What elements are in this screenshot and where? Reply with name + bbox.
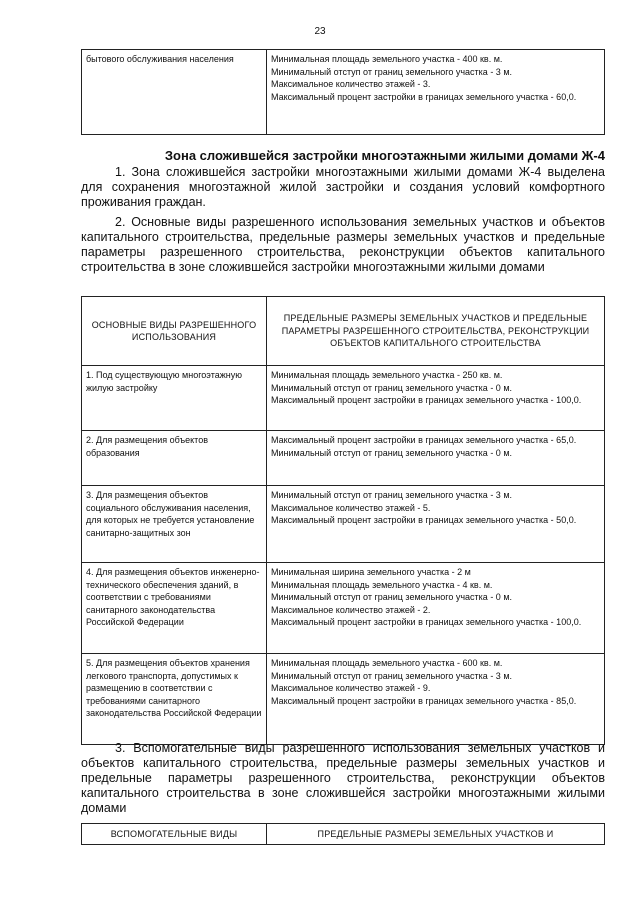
param-line: Минимальная площадь земельного участка - 600 кв. м.	[271, 658, 503, 668]
params-cell	[267, 431, 605, 486]
param-line: Максимальное количество этажей - 2.	[271, 604, 431, 615]
use-cell: 5. Для размещения объектов хранения легкового транспорта, допустимых к размещению в соответствии с требованиями санитарного законодательства Российской Федерации	[82, 654, 267, 745]
paragraph-3: 3. Вспомогательные виды разрешенного использования земельных участков и объектов капитального строительства, предельные размеры земельных участков и предельные параметры разрешенного строительства, реконструкции объектов капитального строительства в зоне сложившейся застройки многоэтажными жилыми домами	[81, 741, 605, 815]
header-uses: ОСНОВНЫЕ ВИДЫ РАЗРЕШЕННОГО ИСПОЛЬЗОВАНИЯ	[82, 297, 267, 366]
param-line: Максимальный процент застройки в границах земельного участка - 100,0.	[271, 617, 582, 627]
params-cell	[267, 563, 605, 654]
param-line: Максимальное количество этажей - 9.	[271, 683, 431, 693]
param-line: Максимальный процент застройки в границах земельного участка - 50,0.	[271, 515, 577, 525]
use-cell: бытового обслуживания населения	[82, 50, 267, 135]
header-aux-uses: ВСПОМОГАТЕЛЬНЫЕ ВИДЫ	[82, 824, 267, 845]
table-row	[82, 654, 605, 745]
param-line: Минимальная площадь земельного участка - 4 кв. м.	[271, 579, 493, 590]
table-row	[82, 431, 605, 486]
aux-uses-table	[81, 823, 605, 845]
header-aux-params: ПРЕДЕЛЬНЫЕ РАЗМЕРЫ ЗЕМЕЛЬНЫХ УЧАСТКОВ И	[267, 824, 605, 845]
use-cell: 2. Для размещения объектов образования	[82, 431, 267, 486]
top-table-fragment	[81, 49, 605, 135]
param-line: Минимальный отступ от границ земельного участка - 0 м.	[271, 382, 513, 393]
params-cell	[267, 654, 605, 745]
param-line: Максимальный процент застройки в границах земельного участка - 100,0.	[271, 395, 582, 405]
use-cell: 3. Для размещения объектов социального обслуживания населения, для которых не требуется установление санитарно-защитных зон	[82, 486, 267, 563]
table-row	[82, 563, 605, 654]
param-line: Минимальный отступ от границ земельного участка - 3 м.	[271, 66, 513, 77]
param-line: Минимальный отступ от границ земельного участка - 0 м.	[271, 447, 513, 458]
params-cell	[267, 486, 605, 563]
table-row	[82, 486, 605, 563]
main-uses-table	[81, 296, 605, 745]
use-cell: 4. Для размещения объектов инженерно-технического обеспечения зданий, в соответствии с требованиями санитарного законодательства Российской Федерации	[82, 563, 267, 654]
use-cell: 1. Под существующую многоэтажную жилую застройку	[82, 366, 267, 431]
params-cell	[267, 366, 605, 431]
param-line: Максимальное количество этажей - 5.	[271, 502, 431, 513]
param-line: Минимальный отступ от границ земельного участка - 0 м.	[271, 592, 513, 602]
table-header-row	[82, 824, 605, 845]
param-line: Минимальный отступ от границ земельного участка - 3 м.	[271, 490, 513, 500]
param-line: Максимальный процент застройки в границах земельного участка - 85,0.	[271, 695, 577, 706]
table-row	[82, 366, 605, 431]
params-cell	[267, 50, 605, 135]
paragraph-1: 1. Зона сложившейся застройки многоэтажными жилыми домами Ж-4 выделена для сохранения многоэтажной жилой застройки и создания условий комфортного проживания граждан.	[81, 165, 605, 209]
page-number: 23	[314, 26, 326, 37]
param-line: Максимальный процент застройки в границах земельного участка - 60,0.	[271, 91, 577, 102]
param-line: Минимальная площадь земельного участка - 250 кв. м.	[271, 370, 503, 380]
paragraph-2: 2. Основные виды разрешенного использования земельных участков и объектов капитального строительства, предельные размеры земельных участков и предельные параметры разрешенного строительства, реконструкции объектов капитального строительства в зоне сложившейся застройки многоэтажными жилыми домами	[81, 215, 605, 274]
param-line: Максимальный процент застройки в границах земельного участка - 65,0.	[271, 435, 577, 445]
param-line: Минимальный отступ от границ земельного участка - 3 м.	[271, 670, 513, 681]
zone-title: Зона сложившейся застройки многоэтажными жилыми домами Ж-4	[164, 148, 605, 163]
header-params: ПРЕДЕЛЬНЫЕ РАЗМЕРЫ ЗЕМЕЛЬНЫХ УЧАСТКОВ И ПРЕДЕЛЬНЫЕ ПАРАМЕТРЫ РАЗРЕШЕННОГО СТРОИТЕЛЬСТВА, РЕКОНСТРУКЦИИ ОБЪЕКТОВ КАПИТАЛЬНОГО СТРОИТЕЛЬСТВА	[267, 297, 605, 366]
table-row	[82, 50, 605, 135]
table-header-row	[82, 297, 605, 366]
param-line: Минимальная площадь земельного участка - 400 кв. м.	[271, 54, 503, 64]
param-line: Минимальная ширина земельного участка - 2 м	[271, 567, 471, 577]
param-line: Максимальное количество этажей - 3.	[271, 79, 431, 89]
